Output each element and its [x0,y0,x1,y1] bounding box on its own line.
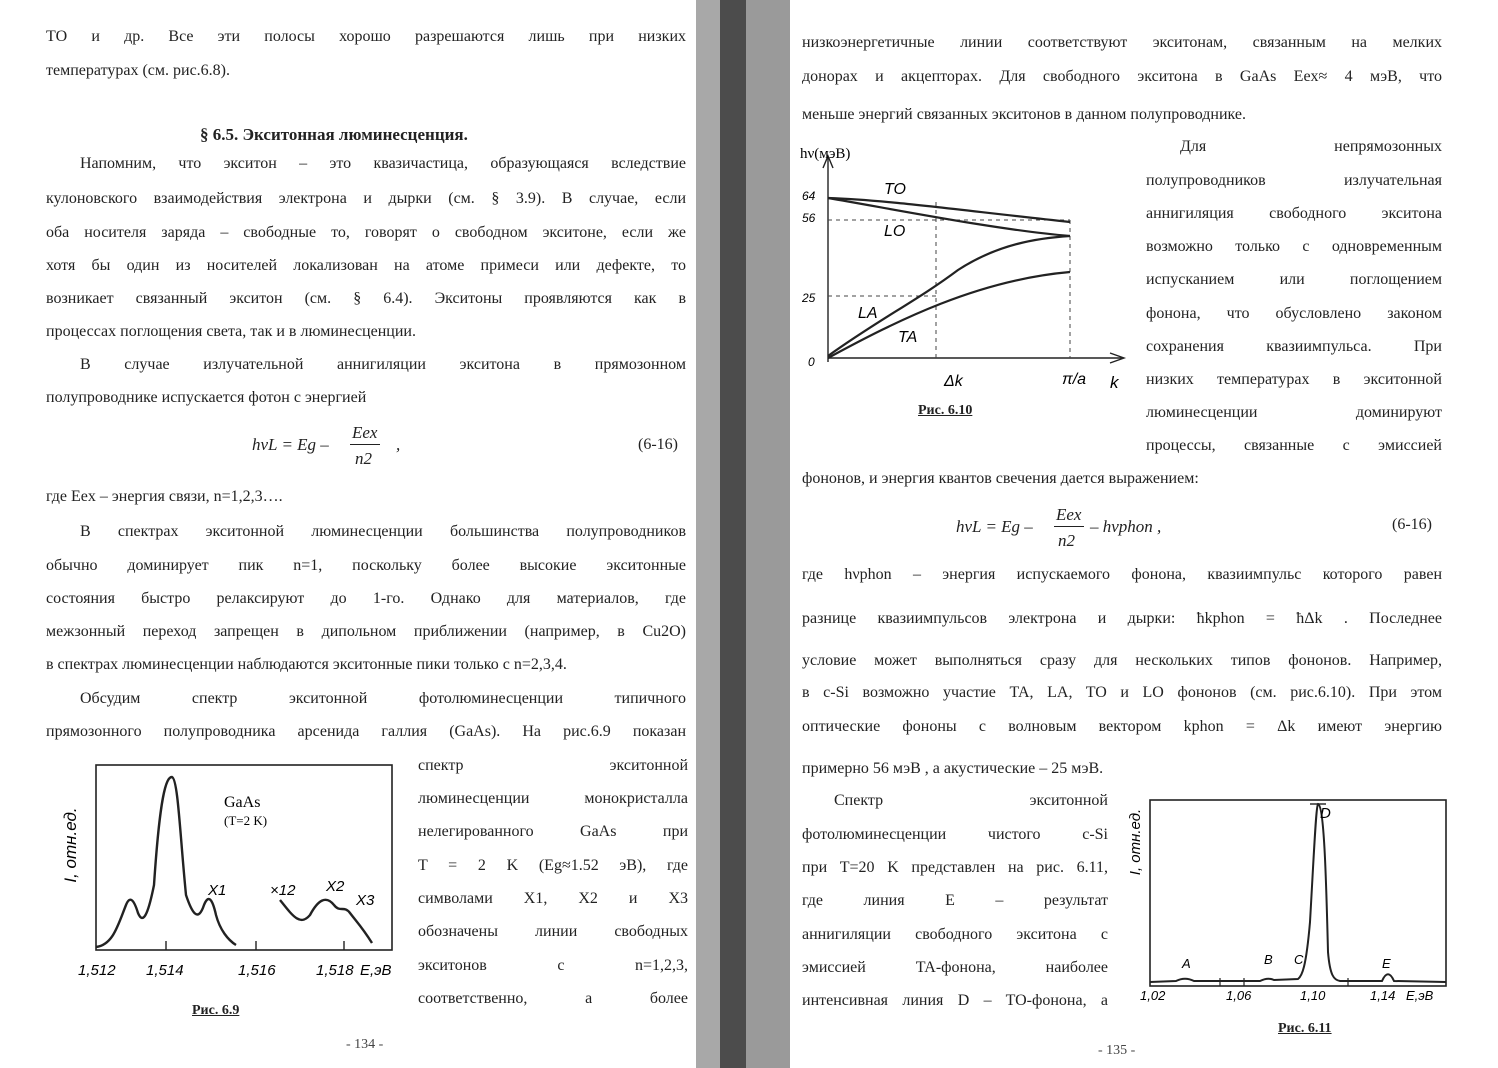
text-line: низких температурах в экситонной [1146,371,1442,388]
tick-label: 1,514 [146,962,184,979]
text-line: донорах и акцепторах. Для свободного экситона в GaAs Eex≈ 4 мэВ, что [802,68,1442,85]
figure-6-9 [48,755,398,990]
label-x3: X3 [356,892,375,909]
label-x12: ×12 [270,882,296,899]
y-axis-label: I, отн.ед. [61,807,80,883]
eq-tail: , [396,435,401,454]
page-number: - 135 - [1098,1043,1136,1058]
label-ta: TA [898,329,918,346]
eq-number: (6-16) [1392,516,1432,533]
x-tick-dk: Δk [944,373,963,390]
text-line: возникает связанный экситон (см. § 6.4). Экситоны проявляются как в [46,290,686,307]
text-line: где hνphon – энергия испускаемого фонона, квазиимпульс которого равен [802,566,1442,583]
page-number: - 134 - [346,1037,384,1052]
text-line: обычно доминирует пик n=1, поскольку более высокие экситонные [46,557,686,574]
text-line: температурах (см. рис.6.8). [46,62,230,79]
text-line: фотолюминесценции чистого c-Si [802,826,1108,843]
x-tick-pi-a: π/a [1062,371,1087,388]
text-line: межзонный переход запрещен в дипольном приближении (например, в Cu2O) [46,623,686,640]
tick-label: 1,516 [238,962,276,979]
tick-label: 1,518 [316,962,354,979]
tick-label: 1,06 [1226,988,1252,1003]
fraction-bar [350,444,380,445]
text-line: аннигиляции свободного экситона с [802,926,1108,943]
tick-label: 1,14 [1370,988,1396,1003]
text-line: люминесценции монокристалла [418,790,688,807]
text-line: Обсудим спектр экситонной фотолюминесценции типичного [80,690,686,707]
tick-label: 1,02 [1140,988,1166,1003]
text-line: при T=20 K представлен на рис. 6.11, [802,859,1108,876]
eq-tail: – hνphon , [1090,517,1162,536]
text-line: где линия E – результат [802,892,1108,909]
label-la: LA [858,305,878,322]
text-line: меньше энергий связанных экситонов в данном полупроводнике. [802,106,1246,123]
gutter-shadow [746,0,790,1068]
text-line: в спектрах люминесценции наблюдаются экситонные пики только с n=2,3,4. [46,656,567,673]
figure-caption: Рис. 6.10 [918,403,973,418]
text-line: нелегированного GaAs при [418,823,688,840]
axis-unit: E,эВ [1406,988,1434,1003]
text-line: интенсивная линия D – TO-фонона, а [802,992,1108,1009]
figure-caption: Рис. 6.11 [1278,1021,1332,1036]
text-line: сохранения квазиимпульса. При [1146,338,1442,355]
text-line: в c-Si возможно участие TA, LA, TO и LO фононов (см. рис.6.10). При этом [802,684,1442,701]
text-line: символами X1, X2 и X3 [418,890,688,907]
frame [96,765,392,950]
right-page [790,0,1498,1068]
y-tick: 25 [802,291,816,305]
label-x2: X2 [326,878,345,895]
text-line: процессы, связанные с эмиссией [1146,437,1442,454]
text-line: эмиссией TA-фонона, наиболее [802,959,1108,976]
text-line: фононов, и энергия квантов свечения дается выражением: [802,470,1199,487]
text-line: возможно только с одновременным [1146,238,1442,255]
text-line: испусканием или поглощением [1146,271,1442,288]
label-to: TO [884,181,906,198]
text-line: обозначены линии свободных [418,923,688,940]
text-line: Для непрямозонных [1180,138,1442,155]
gutter-shadow [696,0,720,1068]
eq-lhs: hνL = Eg – [956,517,1033,536]
figure-6-10 [798,140,1138,395]
left-page [0,0,700,1068]
text-line: примерно 56 мэВ , а акустические – 25 мэВ. [802,760,1104,777]
peak-label-e: E [1382,956,1391,971]
text-line: разнице квазиимпульсов электрона и дырки: ħkphon = ħΔk . Последнее [802,610,1442,627]
axis-unit: E,эВ [360,962,392,979]
text-line: процессах поглощения света, так и в люминесценции. [46,323,416,340]
tick-label: 1,512 [78,962,116,979]
text-line: где Eex – энергия связи, n=1,2,3…. [46,488,283,505]
text-line: оба носителя заряда – свободные то, говорят о свободном экситоне, если же [46,224,686,241]
y-axis-label: hν(мэВ) [800,146,851,162]
peak-label-c: C [1294,952,1304,967]
text-line: состояния быстро релаксируют до 1-го. Однако для материалов, где [46,590,686,607]
peak-label-d: D [1320,805,1331,822]
eq-numerator: Eex [1056,505,1082,524]
text-line: фонона, что обусловлено законом [1146,305,1442,322]
text-line: Спектр экситонной [834,792,1108,809]
text-line: В случае излучательной аннигиляции экситона в прямозонном [80,356,686,373]
text-line: полупроводнике испускается фотон с энергией [46,389,367,406]
text-line: низкоэнергетичные линии соответствуют экситонам, связанным на мелких [802,34,1442,51]
text-line: T = 2 K (Eg≈1.52 эВ), где [418,857,688,874]
y-tick: 0 [808,355,815,369]
text-line: соответственно, а более [418,990,688,1007]
label-lo: LO [884,223,906,240]
text-line: спектр экситонной [418,757,688,774]
y-tick: 56 [802,211,816,225]
text-line: оптические фононы с волновым вектором kphon = Δk имеют энергию [802,718,1442,735]
eq-number: (6-16) [638,436,678,453]
text-line: В спектрах экситонной люминесценции большинства полупроводников [80,523,686,540]
section-heading: § 6.5. Экситонная люминесценция. [200,125,468,144]
spectrum-curve-1 [96,777,236,947]
book-spine [720,0,746,1068]
material-label: GaAs [224,794,261,811]
eq-denominator: n2 [355,449,372,468]
y-tick: 64 [802,189,816,203]
figure-6-11 [1120,792,1454,1012]
peak-label-a: A [1182,956,1191,971]
text-line: хотя бы один из носителей локализован на атоме примеси или дефекте, то [46,257,686,274]
text-line: экситонов с n=1,2,3, [418,957,688,974]
text-line: прямозонного полупроводника арсенида галлия (GaAs). На рис.6.9 показан [46,723,686,740]
text-line: Напомним, что экситон – это квазичастица, образующаяся вследствие [80,155,686,172]
y-axis-label: I, отн.ед. [1127,808,1144,876]
temperature-label: (T=2 K) [224,813,268,828]
text-line: полупроводников излучательная [1146,172,1442,189]
peak-label-b: B [1264,952,1273,967]
eq-lhs: hνL = Eg – [252,435,329,454]
tick-label: 1,10 [1300,988,1326,1003]
eq-numerator: Eex [352,423,378,442]
text-line: условие может выполняться сразу для нескольких типов фононов. Например, [802,652,1442,669]
x-axis-label: k [1110,373,1119,392]
text-line: кулоновского взаимодействия электрона и дырки (см. § 3.9). В случае, если [46,190,686,207]
fraction-bar [1054,526,1084,527]
label-x1: X1 [208,882,227,899]
figure-caption: Рис. 6.9 [192,1003,240,1018]
eq-denominator: n2 [1058,531,1075,550]
text-line: ТО и др. Все эти полосы хорошо разрешаются лишь при низких [46,28,686,45]
text-line: аннигиляция свободного экситона [1146,205,1442,222]
text-line: люминесценции доминируют [1146,404,1442,421]
